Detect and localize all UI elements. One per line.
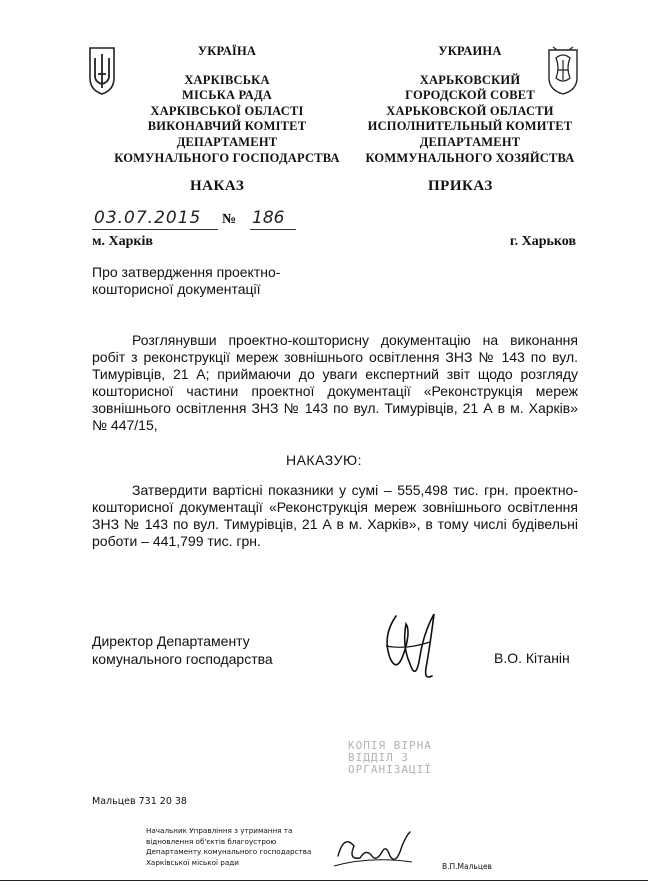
page-edge-rule — [0, 880, 648, 881]
header-right — [352, 44, 588, 166]
handwritten-signature — [376, 606, 448, 688]
approval-line: Начальник Управління з утримання та — [146, 826, 293, 835]
org-line: ХАРЬКОВСКОЙ ОБЛАСТИ — [386, 103, 554, 118]
org-line: ДЕПАРТАМЕНТ — [419, 134, 521, 149]
date-underline — [92, 229, 218, 230]
order-date: 03.07.2015 — [94, 208, 202, 228]
document-subject: Про затвердження проектно-кошторисної документації — [92, 264, 281, 297]
org-line: ХАРЬКОВСКИЙ — [419, 72, 521, 87]
approval-line: відновлення об'єктів благоустрою — [146, 836, 277, 846]
org-line: ГОРОДСКОЙ СОВЕТ — [405, 88, 535, 103]
stamp-line: ОРГАНІЗАЦІЇ — [348, 763, 432, 776]
org-line: ХАРКІВСЬКА — [184, 72, 270, 87]
signatory-name: В.О. Кітанін — [494, 650, 570, 666]
doc-type-uk: НАКАЗ — [190, 178, 245, 194]
signatory-title-line: Директор Департаменту — [92, 633, 250, 649]
signatory-title-line: комунального господарства — [92, 651, 273, 667]
signatory-title — [92, 632, 273, 668]
header-left — [112, 44, 342, 166]
org-name-uk — [112, 73, 342, 167]
approval-line: Харківської міської ради — [146, 857, 239, 867]
org-line: ИСПОЛНИТЕЛЬНЫЙ КОМИТЕТ — [367, 119, 573, 134]
executor-contact: Мальцев 731 20 38 — [92, 796, 187, 807]
org-name-ru — [352, 73, 588, 167]
order-number: 186 — [252, 208, 285, 228]
city-uk: м. Харків — [92, 234, 153, 249]
stamp-line: ВІДДІЛ З — [348, 751, 409, 764]
org-line: КОММУНАЛЬНОГО ХОЗЯЙСТВА — [365, 150, 575, 165]
order-word: НАКАЗУЮ: — [285, 452, 362, 468]
org-line: ХАРКІВСЬКОЇ ОБЛАСТІ — [150, 103, 304, 118]
number-label: № — [222, 212, 237, 227]
number-underline — [250, 229, 296, 230]
city-ru: г. Харьков — [509, 234, 576, 249]
org-line: КОМУНАЛЬНОГО ГОСПОДАРСТВА — [114, 150, 340, 165]
approval-line: Департаменту комунального господарства — [146, 847, 312, 856]
country-uk: УКРАЇНА — [197, 44, 257, 58]
stamp-line: КОПІЯ ВІРНА — [348, 739, 432, 752]
copy-certified-stamp — [348, 740, 458, 776]
date-number-line — [92, 208, 292, 234]
body-paragraph-preamble: Розглянувши проектно-кошторисну документацію на виконання робіт з реконструкції мереж зовнішнього освітлення ЗНЗ № 143 по вул. Тимурівців, 21 А; приймаючи до уваги експертний звіт щодо розгляду кошторисної частини проектної документації «Реконструкція мереж зовнішнього освітлення ЗНЗ № 143 по вул. Тимурівців, 21 А в м. Харків» № 447/15, — [92, 332, 578, 433]
approval-signature — [330, 826, 414, 874]
org-line: МІСЬКА РАДА — [181, 88, 273, 103]
org-line: ВИКОНАВЧИЙ КОМІТЕТ — [147, 119, 307, 134]
approval-block — [146, 826, 311, 868]
country-ru: УКРАИНА — [438, 44, 502, 58]
approval-name: В.П.Мальцев — [442, 862, 492, 871]
org-line: ДЕПАРТАМЕНТ — [176, 134, 278, 149]
body-paragraph-decision: Затвердити вартісні показники у сумі – 555,498 тис. грн. проектно-кошторисної документації «Реконструкція мереж зовнішнього освітлення ЗНЗ № 143 по вул. Тимурівців, 21 А в м. Харків», в тому числі будівельні роботи – 441,799 тис. грн. — [92, 482, 578, 549]
doc-type-ru: ПРИКАЗ — [428, 178, 493, 194]
